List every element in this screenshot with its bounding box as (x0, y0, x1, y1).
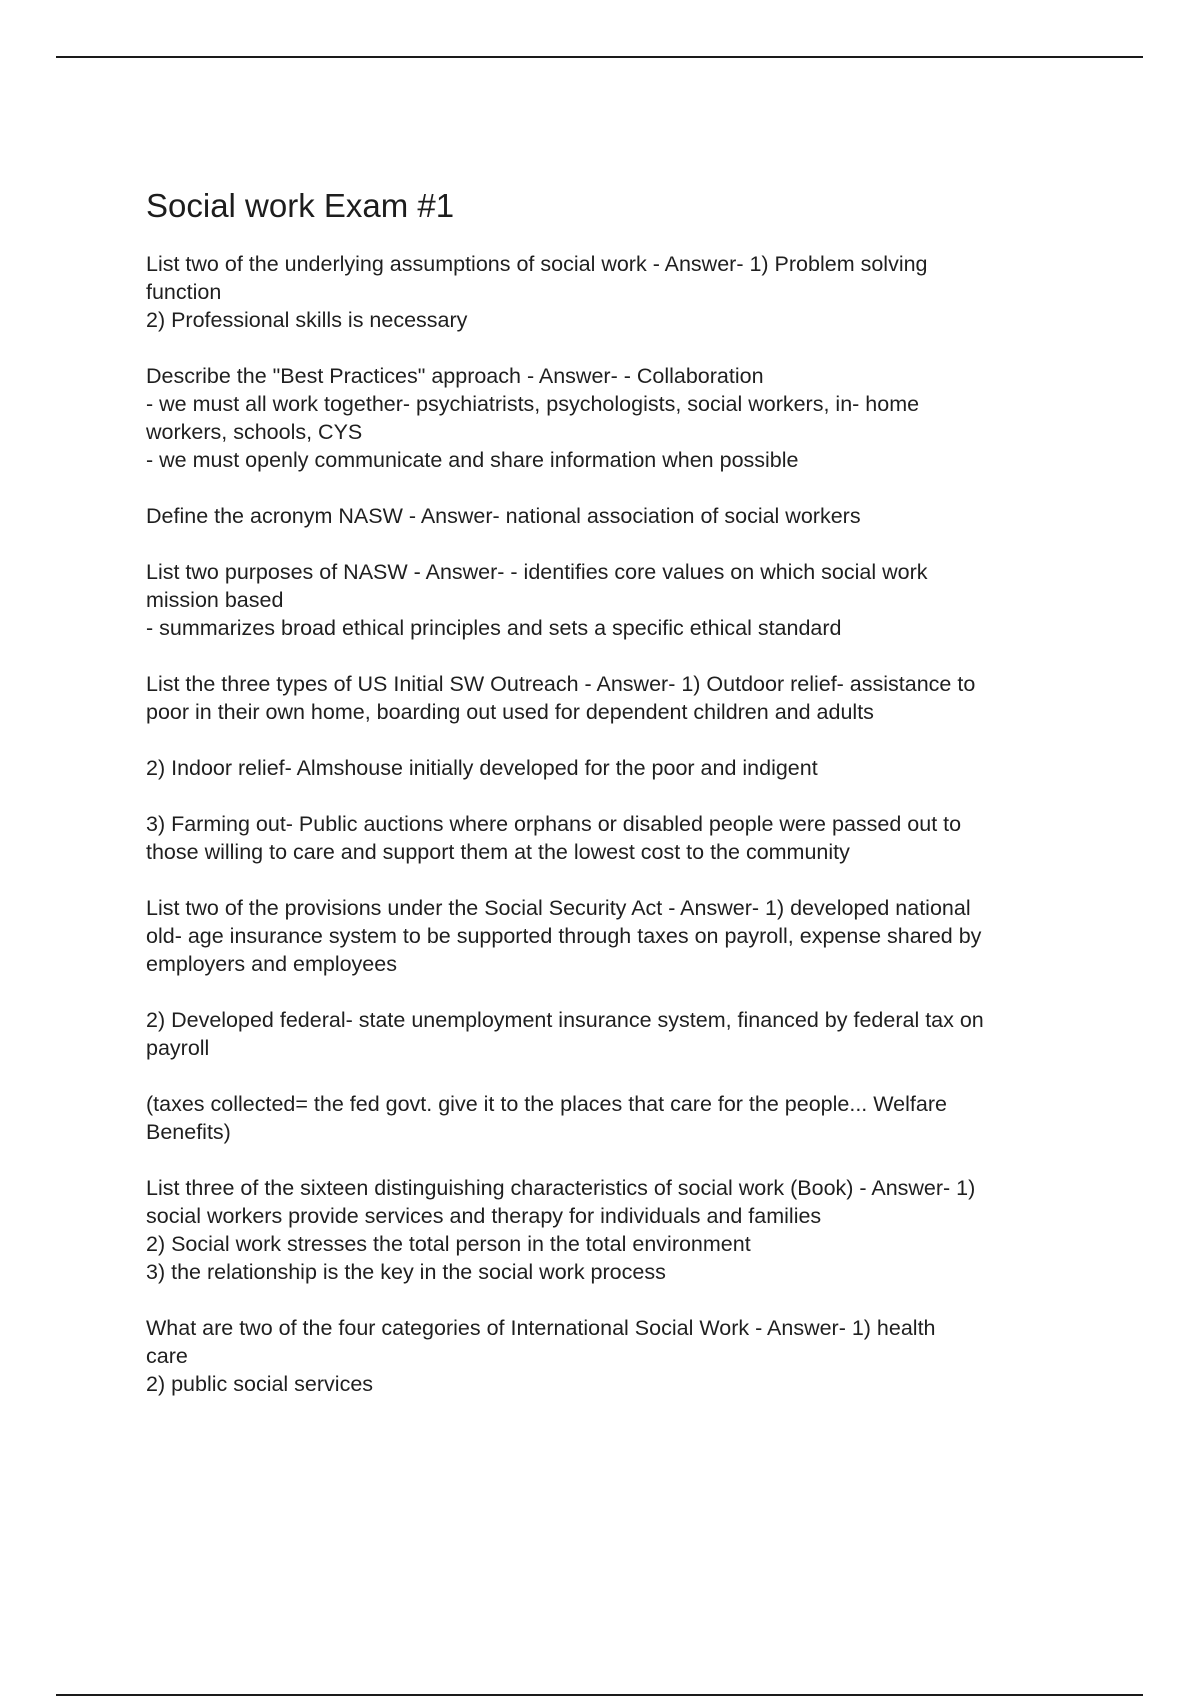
question-social-security-act: List two of the provisions under the Social Security Act - Answer- 1) developed national old- age insurance system to be supported through taxes on payroll, expense shared by employers and employees (146, 896, 982, 976)
question-distinguishing-characteristics: List three of the sixteen distinguishing characteristics of social work (Book) - Answer- 1) social workers provide services and therapy for individuals and families 2) Social work stresses the total person in the total environment 3) the relationship is the key in the social work process (146, 1176, 976, 1284)
question-nasw-purposes: List two purposes of NASW - Answer- - identifies core values on which social work mission based - summarizes broad ethical principles and sets a specific ethical standard (146, 560, 928, 640)
question-best-practices: Describe the "Best Practices" approach - Answer- - Collaboration - we must all work together- psychiatrists, psychologists, social workers, in- home workers, schools, CYS - we must openly communicate and share information when possible (146, 364, 920, 472)
question-nasw-acronym: Define the acronym NASW - Answer- national association of social workers (146, 504, 861, 528)
question-underlying-assumptions: List two of the underlying assumptions of social work - Answer- 1) Problem solving function 2) Professional skills is necessary (146, 252, 928, 332)
top-rule (56, 56, 1143, 58)
document-page (146, 186, 1096, 1426)
question-initial-outreach: List the three types of US Initial SW Outreach - Answer- 1) Outdoor relief- assistance to poor in their own home, boarding out used for dependent children and adults (146, 672, 976, 724)
bottom-rule (56, 1694, 1143, 1696)
answer-unemployment-insurance: 2) Developed federal- state unemployment insurance system, financed by federal tax on payroll (146, 1008, 984, 1060)
question-international-social-work: What are two of the four categories of International Social Work - Answer- 1) health care 2) public social services (146, 1316, 936, 1396)
answer-farming-out: 3) Farming out- Public auctions where orphans or disabled people were passed out to those willing to care and support them at the lowest cost to the community (146, 812, 962, 864)
page-title: Social work Exam #1 (146, 187, 455, 224)
answer-indoor-relief: 2) Indoor relief- Almshouse initially developed for the poor and indigent (146, 756, 818, 780)
note-taxes-collected: (taxes collected= the fed govt. give it to the places that care for the people... Welfare Benefits) (146, 1092, 947, 1144)
